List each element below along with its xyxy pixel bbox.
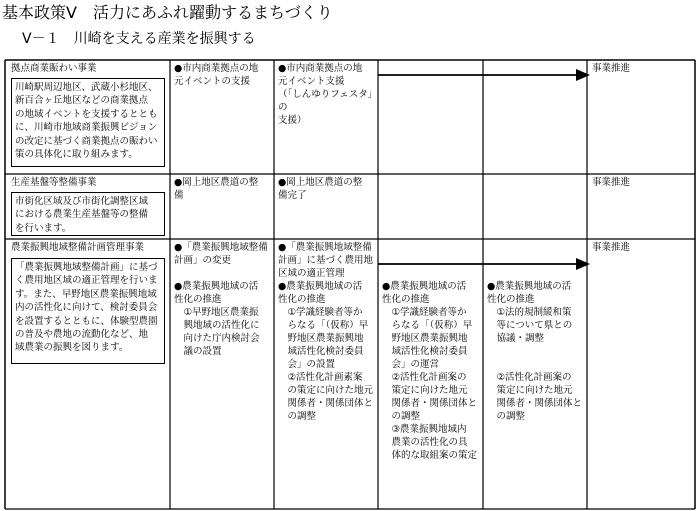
row3-description: 「農業振興地域整備計画」に基づ く農用地区域の適正管理を行いま す。また、早野地区農業振興地域 内の活性化に向けて、検討委員会 を設置するとともに、体験型農園 の普及や農地の流動化など、地 域農業の振興を図ります。 bbox=[11, 258, 165, 364]
row1-description: 川崎駅周辺地区、武蔵小杉地区、 新百合ヶ丘地区などの商業拠点 の地域イベントを支援するととも に、川崎市地域商業振興ビジョン の改定に基づく商業拠点の賑わい 策の具体化に取り組みます。 bbox=[11, 78, 165, 167]
row2-description: 市街化区域及び市街化調整区域 における農業生産基盤等の整備 を行います。 bbox=[11, 192, 165, 236]
row1-category: 拠点商業賑わい事業 bbox=[11, 63, 97, 74]
row3-col2: ●「農業振興地域整備 計画」に基づく農用地 区域の適正管理 ●農業振興地域の活 性化の推進 ①学識経験者等か らなる「（仮称）早 野地区農業振興地 域活性化検討委員 会」の設置 ②活性化計画素案 の策定に向けた地元 関係者・関係団体と の調整 bbox=[278, 242, 374, 422]
row3-result: 事業推進 bbox=[592, 242, 631, 253]
row1-result: 事業推進 bbox=[592, 63, 631, 74]
row3-col4: ●農業振興地域の活 性化の推進 ①法的規制緩和策 等について県との 協議・調整 ②活性化計画案の 策定に向けた地元 関係者・関係団体と の調整 bbox=[487, 281, 583, 422]
row2-col1: ●岡上地区農道の整 備 bbox=[174, 177, 259, 201]
row3-category: 農業振興地域整備計画管理事業 bbox=[11, 242, 145, 253]
row1-col2: ●市内商業拠点の地 元イベント支援 （「しんゆりフェスタ」の 支援） bbox=[278, 63, 373, 126]
row1-col1: ●市内商業拠点の地 元イベントの支援 bbox=[174, 63, 259, 87]
row2-category: 生産基盤等整備事業 bbox=[11, 177, 97, 188]
row3-col1: ●「農業振興地域整備 計画」の変更 ●農業振興地域の活 性化の推進 ①早野地区農業振 興地域の活性化に 向けた庁内検討会 議の設置 bbox=[174, 242, 268, 357]
row2-result: 事業推進 bbox=[592, 177, 631, 188]
policy-title: 基本政策Ⅴ 活力にあふれ躍動するまちづくり bbox=[2, 3, 333, 22]
row3-col3: ●農業振興地域の活 性化の推進 ①学識経験者等か らなる「（仮称）早 野地区農業振興地 域活性化検討委員 会」の運営 ②活性化計画案の 策定に向けた地元 関係者・関係団体と の調整 ③農業振興地域内 農業の活性化の具 体的な取組案の策定 bbox=[382, 281, 478, 461]
row2-col2: ●岡上地区農道の整 備完了 bbox=[278, 177, 363, 201]
section-title: Ⅴ－１ 川崎を支える産業を振興する bbox=[22, 31, 256, 47]
arrow-row1 bbox=[378, 69, 590, 81]
